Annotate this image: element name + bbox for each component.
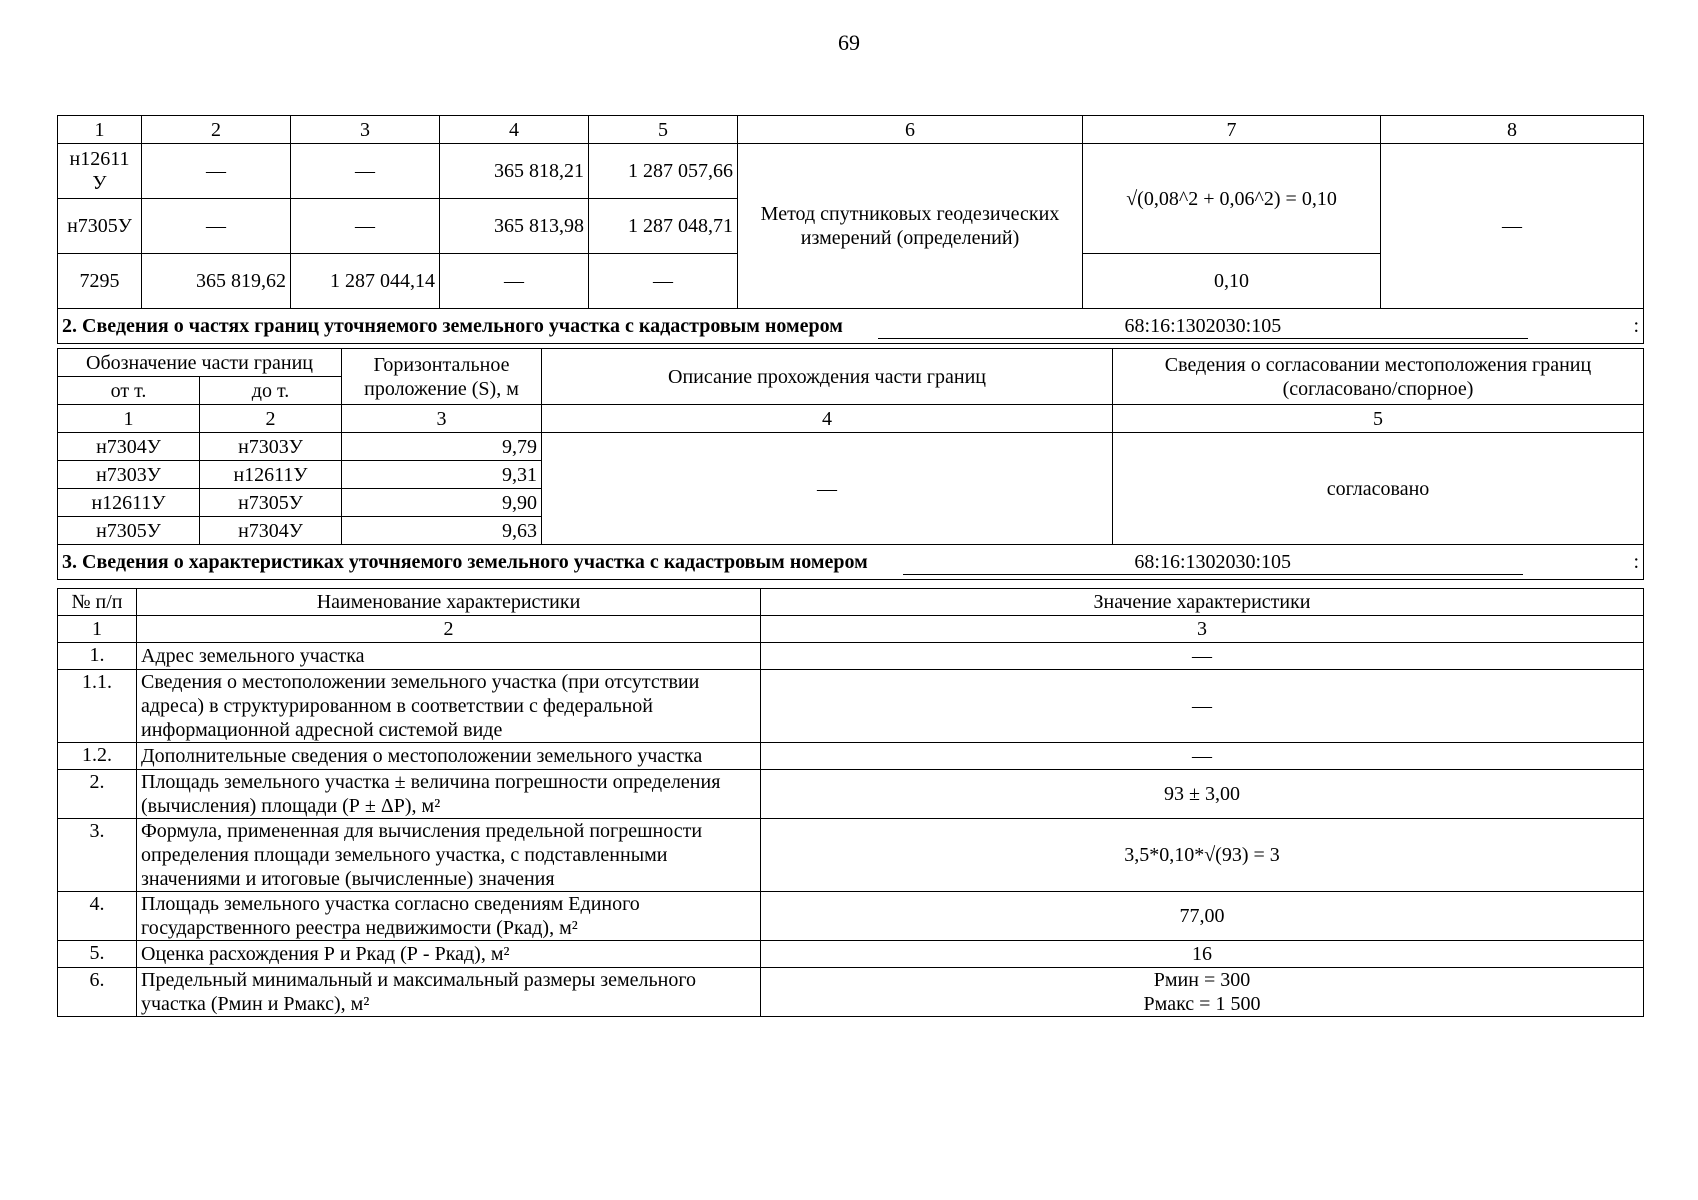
characteristic-name: Сведения о местоположении земельного участка (при отсутствии адреса) в структурированном в соответствии с федеральной информационной адресной системой виде (137, 670, 761, 743)
characteristic-value: 93 ± 3,00 (761, 770, 1644, 819)
method-cell: Метод спутниковых геодезических измерений (определений) (738, 144, 1083, 309)
col-number: 2 (137, 616, 761, 643)
col-header-5: 5 (589, 116, 738, 144)
horizontal-header: Горизонтальное проложение (S), м (342, 349, 542, 405)
description-value: — (542, 433, 1113, 545)
point-name: 7295 (58, 254, 142, 309)
from-point: н7305У (58, 517, 200, 545)
col8-value: — (1381, 144, 1644, 309)
from-point: н12611У (58, 489, 200, 517)
row-number: 6. (58, 968, 137, 1017)
to-point: н12611У (200, 461, 342, 489)
point-name: н7305У (58, 199, 142, 254)
new-y: 1 287 048,71 (589, 199, 738, 254)
characteristics-table (57, 588, 1644, 1017)
characteristic-name: Оценка расхождения Р и Ркад (Р - Ркад), м² (137, 941, 761, 968)
col-header-2: 2 (142, 116, 291, 144)
value-header: Значение характеристики (761, 589, 1644, 616)
characteristic-name: Формула, примененная для вычисления предельной погрешности определения площади земельного участка, с подставленными значениями и итоговые (вычисленные) значения (137, 819, 761, 892)
to-header: до т. (200, 377, 342, 405)
p-min-value: Рмин = 300 (1153, 969, 1251, 991)
new-y: — (589, 254, 738, 309)
characteristic-value: — (761, 743, 1644, 770)
section2-title: 2. Сведения о частях границ уточняемого земельного участка с кадастровым номером (62, 314, 843, 337)
col-number: 1 (58, 405, 200, 433)
col-header-6: 6 (738, 116, 1083, 144)
to-point: н7305У (200, 489, 342, 517)
new-y: 1 287 057,66 (589, 144, 738, 199)
old-x: — (142, 144, 291, 199)
characteristic-name: Предельный минимальный и максимальный размеры земельного участка (Рмин и Рмакс), м² (137, 968, 761, 1017)
section2-heading-row (58, 309, 1644, 344)
old-y: — (291, 144, 440, 199)
row-number: 1. (58, 643, 137, 670)
horizontal-length: 9,63 (342, 517, 542, 545)
p-max-value: Рмакс = 1 500 (1143, 993, 1261, 1015)
characteristic-name: Площадь земельного участка согласно сведениям Единого государственного реестра недвижимости (Ркад), м² (137, 892, 761, 941)
agreement-header: Сведения о согласовании местоположения границ (согласовано/спорное) (1113, 349, 1644, 405)
row-number: 1.1. (58, 670, 137, 743)
col-number: 4 (542, 405, 1113, 433)
col-header-4: 4 (440, 116, 589, 144)
new-x: 365 818,21 (440, 144, 589, 199)
old-x: — (142, 199, 291, 254)
section2-cadastral-number: 68:16:1302030:105 (878, 314, 1528, 339)
to-point: н7304У (200, 517, 342, 545)
from-point: н7303У (58, 461, 200, 489)
row-number: 3. (58, 819, 137, 892)
num-header: № п/п (58, 589, 137, 616)
characteristic-value: 3,5*0,10*√(93) = 3 (761, 819, 1644, 892)
horizontal-length: 9,31 (342, 461, 542, 489)
point-name: н12611 У (58, 144, 142, 199)
section3-colon: : (1633, 550, 1639, 573)
new-x: — (440, 254, 589, 309)
characteristic-value: — (761, 643, 1644, 670)
accuracy-formula: √(0,08^2 + 0,06^2) = 0,10 (1083, 144, 1381, 254)
characteristic-value: 16 (761, 941, 1644, 968)
from-point: н7304У (58, 433, 200, 461)
col-number: 1 (58, 616, 137, 643)
old-y: — (291, 199, 440, 254)
section3-heading-row (58, 545, 1644, 580)
old-x: 365 819,62 (142, 254, 291, 309)
to-point: н7303У (200, 433, 342, 461)
col-number: 2 (200, 405, 342, 433)
row-number: 1.2. (58, 743, 137, 770)
new-x: 365 813,98 (440, 199, 589, 254)
horizontal-length: 9,90 (342, 489, 542, 517)
characteristic-value (761, 968, 1644, 1017)
border-parts-table (57, 348, 1644, 580)
coordinates-table (57, 115, 1644, 344)
row-number: 2. (58, 770, 137, 819)
characteristic-name: Адрес земельного участка (137, 643, 761, 670)
characteristic-name: Площадь земельного участка ± величина погрешности определения (вычисления) площади (Р ± ΔР), м² (137, 770, 761, 819)
characteristic-name: Дополнительные сведения о местоположении земельного участка (137, 743, 761, 770)
section2-colon: : (1633, 314, 1639, 337)
name-header: Наименование характеристики (137, 589, 761, 616)
from-header: от т. (58, 377, 200, 405)
col-number: 3 (761, 616, 1644, 643)
row-number: 4. (58, 892, 137, 941)
description-header: Описание прохождения части границ (542, 349, 1113, 405)
col-number: 5 (1113, 405, 1644, 433)
col-header-8: 8 (1381, 116, 1644, 144)
accuracy-value: 0,10 (1083, 254, 1381, 309)
characteristic-value: 77,00 (761, 892, 1644, 941)
section3-cadastral-number: 68:16:1302030:105 (903, 550, 1523, 575)
old-y: 1 287 044,14 (291, 254, 440, 309)
page-number: 69 (838, 30, 860, 55)
col-header-7: 7 (1083, 116, 1381, 144)
row-number: 5. (58, 941, 137, 968)
agreement-value: согласовано (1113, 433, 1644, 545)
horizontal-length: 9,79 (342, 433, 542, 461)
col-header-1: 1 (58, 116, 142, 144)
part-designation-header: Обозначение части границ (58, 349, 342, 377)
characteristic-value: — (761, 670, 1644, 743)
section3-title: 3. Сведения о характеристиках уточняемого земельного участка с кадастровым номером (62, 550, 868, 573)
col-number: 3 (342, 405, 542, 433)
col-header-3: 3 (291, 116, 440, 144)
